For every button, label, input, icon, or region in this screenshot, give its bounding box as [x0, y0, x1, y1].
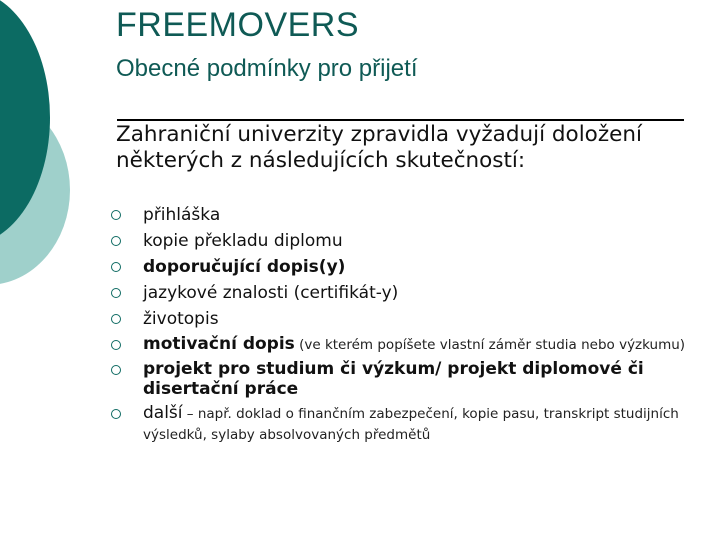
list-item — [110, 256, 690, 278]
circle-bullet-icon — [111, 409, 121, 419]
circle-bullet-icon — [111, 365, 121, 375]
intro-text: Zahraniční univerzity zpravidla vyžadují doložení některých z následujících skutečností: — [116, 122, 642, 173]
list-item — [110, 230, 690, 252]
item-text: projekt pro studium či výzkum/ projekt diplomové či disertační práce — [143, 359, 644, 399]
item-text: životopis — [143, 309, 219, 329]
list-item — [110, 334, 690, 355]
requirements-list — [110, 204, 690, 449]
list-item — [110, 282, 690, 304]
list-item — [110, 308, 690, 330]
item-note: (ve kterém popíšete vlastní záměr studia nebo výzkumu) — [294, 337, 686, 353]
item-text: kopie překladu diplomu — [143, 231, 343, 251]
circle-bullet-icon — [111, 236, 121, 246]
list-item — [110, 204, 690, 226]
circle-bullet-icon — [111, 210, 121, 220]
circle-bullet-icon — [111, 288, 121, 298]
item-text: doporučující dopis(y) — [143, 257, 346, 277]
item-note: – např. doklad o finančním zabezpečení, kopie pasu, transkript studijních výsledků, sylaby absolvovaných předmětů — [143, 406, 679, 443]
item-text: další — [143, 403, 183, 423]
slide-subtitle: Obecné podmínky pro přijetí — [116, 55, 418, 82]
item-text: přihláška — [143, 205, 221, 225]
list-item — [110, 359, 690, 399]
title-divider — [117, 119, 684, 121]
circle-bullet-icon — [111, 314, 121, 324]
circle-bullet-icon — [111, 340, 121, 350]
item-text: motivační dopis — [143, 334, 295, 354]
circle-bullet-icon — [111, 262, 121, 272]
slide-title: FREEMOVERS — [116, 6, 360, 44]
list-item — [110, 403, 690, 445]
item-text: jazykové znalosti (certifikát-y) — [143, 283, 399, 303]
